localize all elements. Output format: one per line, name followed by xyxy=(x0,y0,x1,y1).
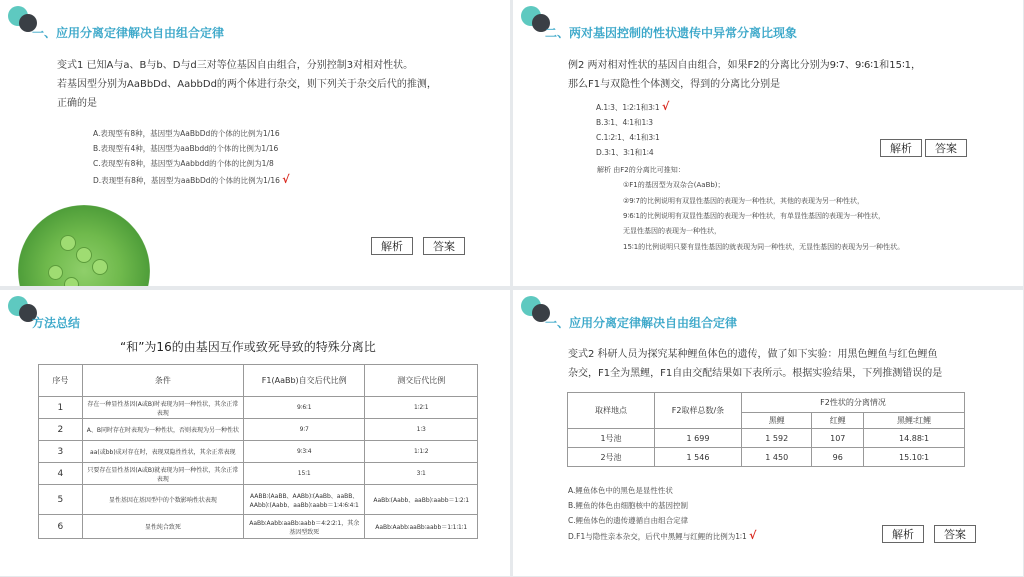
table-caption: “和”为16的由基因互作或致死导致的特殊分离比 xyxy=(120,340,376,354)
table-row: 2号池 1 546 1 450 96 15.10∶1 xyxy=(568,448,965,467)
analysis-line: 15∶1的比例说明只要有显性基因的就表现为同一种性状，无显性基因的表现为另一种性状。 xyxy=(623,243,905,251)
option-a: A.1∶3、1∶2∶1和3∶1 √ xyxy=(596,100,670,113)
summary-table xyxy=(38,364,478,539)
option-a: A.表现型有8种，基因型为AaBbDd的个体的比例为1/16 xyxy=(93,129,280,138)
check-mark-icon: √ xyxy=(749,529,757,542)
question-line-1: 变式1 已知A与a、B与b、D与d三对等位基因自由组合，分别控制3对相对性状。 xyxy=(57,60,414,71)
slide-title: 方法总结 xyxy=(32,316,81,330)
slide-2 xyxy=(513,0,1023,286)
slide-title: 二、两对基因控制的性状遗传中异常分离比现象 xyxy=(545,26,798,40)
column-subheader: 黑鲤∶红鲤 xyxy=(864,413,965,429)
slide-1 xyxy=(0,0,510,286)
option-b: B.表现型有4种，基因型为aaBbdd的个体的比例为1/16 xyxy=(93,144,279,153)
column-subheader: 红鲤 xyxy=(812,413,864,429)
option-c: C.表现型有8种，基因型为Aabbdd的个体的比例为1/8 xyxy=(93,159,274,168)
check-mark-icon: √ xyxy=(282,173,290,186)
analysis-button[interactable]: 解析 xyxy=(882,525,924,543)
question-line-2: 那么F1与双隐性个体测交，得到的分离比分别是 xyxy=(568,79,781,90)
table-row: 1 存在一种显性基因(A或B)时表现为同一种性状，其余正常表现 9∶6∶1 1∶2∶1 xyxy=(39,397,478,419)
option-c: C.1∶2∶1、4∶1和3∶1 xyxy=(596,133,660,142)
analysis-line: 无显性基因的表现为一种性状， xyxy=(623,227,721,235)
option-d: D.3∶1、3∶1和1∶4 xyxy=(596,148,654,157)
question-line-1: 例2 两对相对性状的基因自由组合，如果F2的分离比分别为9∶7、9∶6∶1和15∶1， xyxy=(568,60,921,71)
table-row: 4 只要存在显性基因(A或B)就表现为同一种性状，其余正常表现 15∶1 3∶1 xyxy=(39,463,478,485)
check-mark-icon: √ xyxy=(661,100,670,113)
question-line-2: 若基因型分别为AaBbDd、AabbDd的两个体进行杂交，则下列关于杂交后代的推测， xyxy=(57,79,437,90)
slide-4 xyxy=(513,290,1023,576)
option-a: A.鲤鱼体色中的黑色是显性性状 xyxy=(568,486,673,495)
answer-button[interactable]: 答案 xyxy=(423,237,465,255)
question-line-3: 正确的是 xyxy=(57,98,97,109)
answer-button[interactable]: 答案 xyxy=(925,139,967,157)
option-b: B.3∶1、4∶1和1∶3 xyxy=(596,118,654,127)
option-b: B.鲤鱼的体色由细胞核中的基因控制 xyxy=(568,501,689,510)
column-header: F2取样总数/条 xyxy=(655,393,742,429)
analysis-line: 解析 由F2的分离比可推知： xyxy=(597,166,685,174)
table-row: 1号池 1 699 1 592 107 14.88∶1 xyxy=(568,429,965,448)
column-subheader: 黑鲤 xyxy=(742,413,812,429)
pea-pod-image xyxy=(18,205,150,286)
analysis-line: ②9∶7的比例说明有双显性基因的表现为一种性状，其他的表现为另一种性状， xyxy=(623,197,865,205)
analysis-line: ①F1的基因型为双杂合(AaBb)； xyxy=(623,181,725,189)
fish-table xyxy=(567,392,965,467)
question-line-1: 变式2 科研人员为探究某种鲤鱼体色的遗传，做了如下实验：用黑色鲤鱼与红色鲤鱼 xyxy=(568,349,938,360)
analysis-button[interactable]: 解析 xyxy=(880,139,922,157)
analysis-button[interactable]: 解析 xyxy=(371,237,413,255)
table-row: 2 A、B同时存在时表现为一种性状，否则表现为另一种性状 9∶7 1∶3 xyxy=(39,419,478,441)
slide-3 xyxy=(0,290,510,576)
analysis-line: 9∶6∶1的比例说明有双显性基因的表现为一种性状，有单显性基因的表现为一种性状， xyxy=(623,212,886,220)
column-header: 条件 xyxy=(82,365,243,397)
column-header: 测交后代比例 xyxy=(365,365,478,397)
table-row: 3 aa(或bb)成对存在时，表现双隐性性状，其余正常表现 9∶3∶4 1∶1∶2 xyxy=(39,441,478,463)
slide-title: 一、应用分离定律解决自由组合定律 xyxy=(545,316,738,330)
table-row: 6 显性纯合致死 AaBb∶Aabb∶aaBb∶aabb＝4∶2∶2∶1，其余基因型致死 AaBb∶Aabb∶aaBb∶aabb＝1∶1∶1∶1 xyxy=(39,515,478,539)
option-d: D.表现型有8种，基因型为aaBbDd的个体的比例为1/16 √ xyxy=(93,173,290,186)
option-c: C.鲤鱼体色的遗传遵循自由组合定律 xyxy=(568,516,689,525)
table-row: 5 显性基因在基因型中的个数影响性状表现 AABB∶(AaBB、AABb)∶(AaBb、aaBB、AAbb)∶(Aabb、aaBb)∶aabb＝1∶4∶6∶4∶1 AaBb∶(Aabb、aaBb)∶aabb＝1∶2∶1 xyxy=(39,485,478,515)
column-header: F2性状的分离情况 xyxy=(742,393,965,413)
column-header: 取样地点 xyxy=(568,393,655,429)
slide-title: 一、应用分离定律解决自由组合定律 xyxy=(32,26,225,40)
column-header: F1(AaBb)自交后代比例 xyxy=(243,365,364,397)
column-header: 序号 xyxy=(39,365,83,397)
option-d: D.F1与隐性亲本杂交，后代中黑鲤与红鲤的比例为1∶1 √ xyxy=(568,529,757,542)
answer-button[interactable]: 答案 xyxy=(934,525,976,543)
question-line-2: 杂交，F1全为黑鲤，F1自由交配结果如下表所示。根据实验结果，下列推测错误的是 xyxy=(568,368,943,379)
